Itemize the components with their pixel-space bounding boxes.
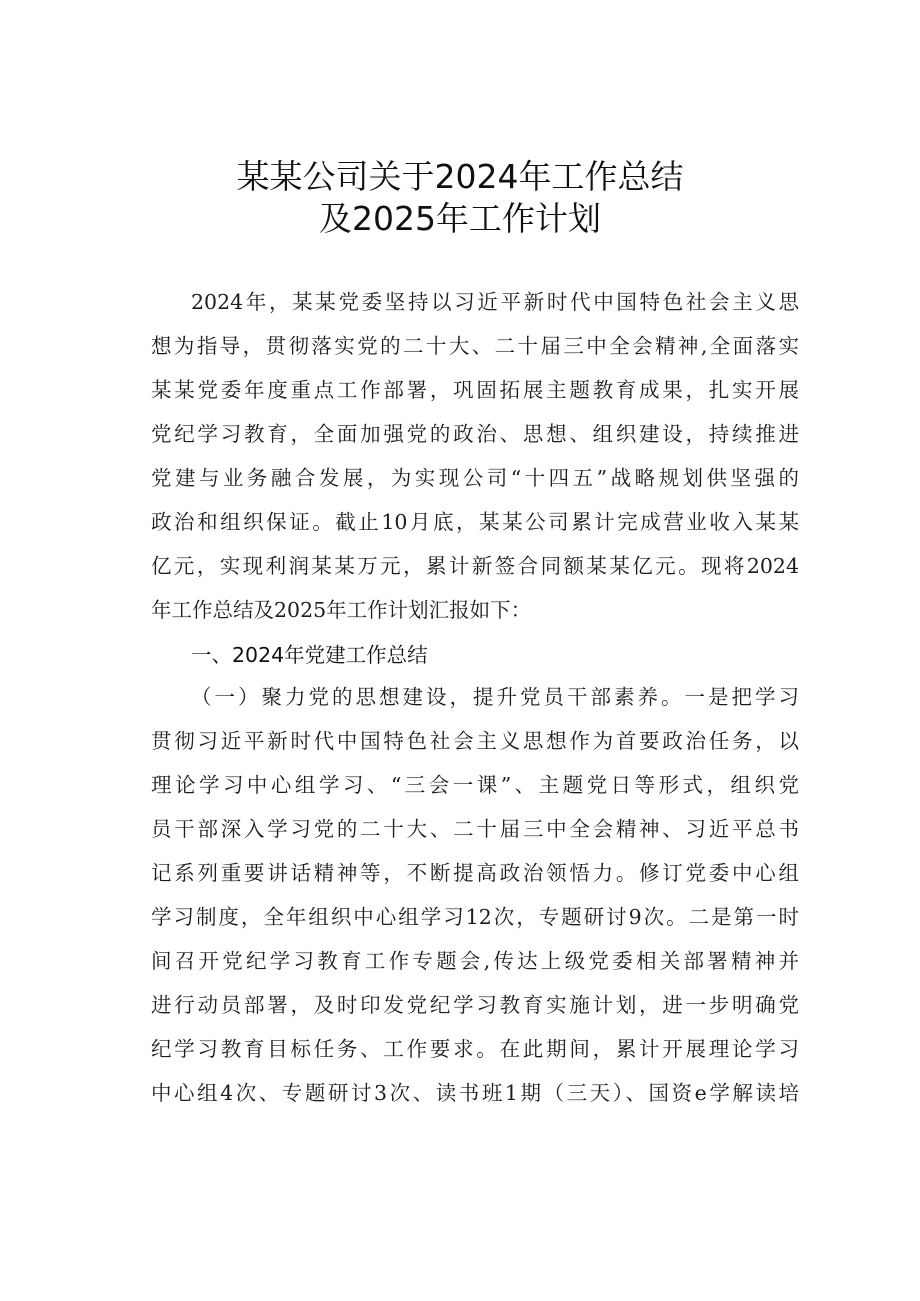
paragraph-line: （一）聚力党的思想建设，提升党员干部素养。一是把学习 [191,685,799,709]
paragraph-line: 学习制度，全年组织中心组学习12次，专题研讨9次。二是第一时 [151,905,799,929]
paragraph-line: 进行动员部署，及时印发党纪学习教育实施计划，进一步明确党 [151,993,799,1017]
paragraph-line: 年工作总结及2025年工作计划汇报如下： [151,598,532,622]
paragraph-line: 党纪学习教育，全面加强党的政治、思想、组织建设，持续推进 [151,422,799,446]
paragraph-line: 亿元，实现利润某某万元，累计新签合同额某某亿元。现将2024 [151,554,799,578]
paragraph-line: 想为指导，贯彻落实党的二十大、二十届三中全会精神,全面落实 [151,334,799,358]
paragraph-line: 党建与业务融合发展，为实现公司“十四五”战略规划供坚强的 [151,466,799,490]
paragraph-line: 记系列重要讲话精神等，不断提高政治领悟力。修订党委中心组 [151,861,799,885]
section-heading: 一、2024年党建工作总结 [191,643,428,667]
paragraph-line: 员干部深入学习党的二十大、二十届三中全会精神、习近平总书 [151,817,799,841]
paragraph-line: 政治和组织保证。截止10月底，某某公司累计完成营业收入某某 [151,510,799,534]
document-title-line-1: 某某公司关于2024年工作总结 [236,157,684,196]
paragraph-line: 间召开党纪学习教育工作专题会,传达上级党委相关部署精神并 [151,949,799,973]
paragraph-line: 贯彻习近平新时代中国特色社会主义思想作为首要政治任务，以 [151,729,799,753]
paragraph-line: 中心组4次、专题研讨3次、读书班1期（三天）、国资e学解读培 [151,1081,799,1105]
paragraph-line: 理论学习中心组学习、“三会一课”、主题党日等形式，组织党 [151,773,799,797]
document-title-line-2: 及2025年工作计划 [319,199,601,238]
paragraph-line: 纪学习教育目标任务、工作要求。在此期间，累计开展理论学习 [151,1037,799,1061]
paragraph-line: 2024年，某某党委坚持以习近平新时代中国特色社会主义思 [191,290,799,314]
paragraph-line: 某某党委年度重点工作部署，巩固拓展主题教育成果，扎实开展 [151,378,799,402]
